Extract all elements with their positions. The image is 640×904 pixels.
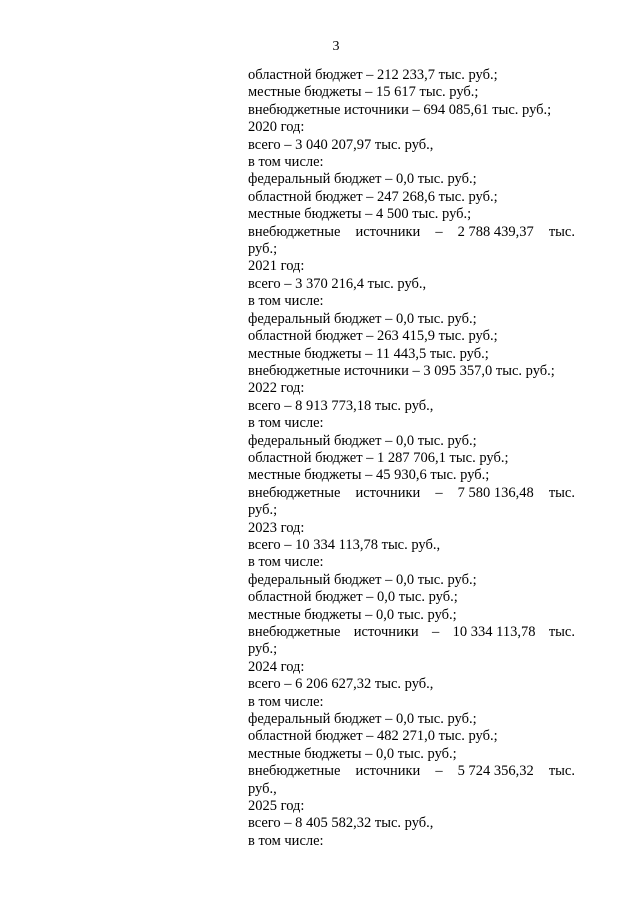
word: источники xyxy=(353,624,419,640)
text-line: в том числе: xyxy=(248,293,324,310)
word: источники xyxy=(355,484,421,501)
text-line: областной бюджет – 482 271,0 тыс. руб.; xyxy=(248,728,498,745)
text-line: в том числе: xyxy=(248,832,324,849)
year-heading: 2021 год: xyxy=(248,258,305,275)
word: внебюджетные xyxy=(248,484,341,501)
justified-line xyxy=(248,624,575,641)
text-line: всего – 3 040 207,97 тыс. руб., xyxy=(248,136,434,153)
text-line: местные бюджеты – 11 443,5 тыс. руб.; xyxy=(248,345,489,362)
word: – xyxy=(435,763,443,780)
text-line: в том числе: xyxy=(248,154,324,171)
text-line: федеральный бюджет – 0,0 тыс. руб.; xyxy=(248,432,477,449)
text-line: местные бюджеты – 45 930,6 тыс. руб.; xyxy=(248,467,490,484)
word: 7 580 136,48 xyxy=(457,484,534,501)
year-heading: 2024 год: xyxy=(248,658,305,675)
text-line: местные бюджеты – 15 617 тыс. руб.; xyxy=(248,84,479,101)
word: – xyxy=(432,624,440,640)
word: тыс. xyxy=(548,763,575,780)
text-line: руб.; xyxy=(248,641,278,658)
word: – xyxy=(435,223,443,240)
year-heading: 2023 год: xyxy=(248,519,305,536)
text-line: всего – 6 206 627,32 тыс. руб., xyxy=(248,676,434,693)
word: 10 334 113,78 xyxy=(452,624,536,640)
text-line: в том числе: xyxy=(248,415,324,432)
text-line: всего – 8 405 582,32 тыс. руб., xyxy=(248,815,434,832)
justified-line xyxy=(248,224,575,241)
word: – xyxy=(435,484,443,501)
word: источники xyxy=(355,223,421,240)
text-line: федеральный бюджет – 0,0 тыс. руб.; xyxy=(248,571,477,588)
body-text xyxy=(248,67,575,850)
year-heading: 2020 год: xyxy=(248,119,305,136)
page-number: 3 xyxy=(332,39,340,54)
word: внебюджетные xyxy=(248,763,341,780)
text-line: федеральный бюджет – 0,0 тыс. руб.; xyxy=(248,711,477,728)
text-line: областной бюджет – 212 233,7 тыс. руб.; xyxy=(248,67,498,83)
text-line: областной бюджет – 0,0 тыс. руб.; xyxy=(248,589,458,606)
text-line: местные бюджеты – 0,0 тыс. руб.; xyxy=(248,745,457,762)
text-line: местные бюджеты – 0,0 тыс. руб.; xyxy=(248,606,457,623)
word: тыс. xyxy=(548,223,575,240)
year-heading: 2025 год: xyxy=(248,798,305,815)
text-line: областной бюджет – 247 268,6 тыс. руб.; xyxy=(248,188,498,205)
text-line: руб.; xyxy=(248,502,278,519)
word: 2 788 439,37 xyxy=(457,223,534,240)
word: внебюджетные xyxy=(248,624,341,640)
word: тыс. xyxy=(548,624,575,640)
text-line: внебюджетные источники – 3 095 357,0 тыс. руб.; xyxy=(248,362,555,379)
justified-line xyxy=(248,485,575,502)
text-line: в том числе: xyxy=(248,693,324,710)
text-line: областной бюджет – 1 287 706,1 тыс. руб.; xyxy=(248,449,509,466)
text-line: руб., xyxy=(248,780,277,797)
justified-line xyxy=(248,763,575,780)
text-line: федеральный бюджет – 0,0 тыс. руб.; xyxy=(248,310,477,327)
text-line: местные бюджеты – 4 500 тыс. руб.; xyxy=(248,206,472,223)
word: 5 724 356,32 xyxy=(457,763,534,780)
word: внебюджетные xyxy=(248,223,341,240)
text-line: внебюджетные источники – 694 085,61 тыс. руб.; xyxy=(248,101,552,118)
text-line: всего – 3 370 216,4 тыс. руб., xyxy=(248,275,427,292)
word: источники xyxy=(355,763,421,780)
text-line: руб.; xyxy=(248,241,278,258)
text-line: в том числе: xyxy=(248,554,324,571)
year-heading: 2022 год: xyxy=(248,380,305,397)
text-line: областной бюджет – 263 415,9 тыс. руб.; xyxy=(248,328,498,345)
word: тыс. xyxy=(548,484,575,501)
text-line: федеральный бюджет – 0,0 тыс. руб.; xyxy=(248,171,477,188)
text-line: всего – 10 334 113,78 тыс. руб., xyxy=(248,536,441,553)
text-line: всего – 8 913 773,18 тыс. руб., xyxy=(248,397,434,414)
